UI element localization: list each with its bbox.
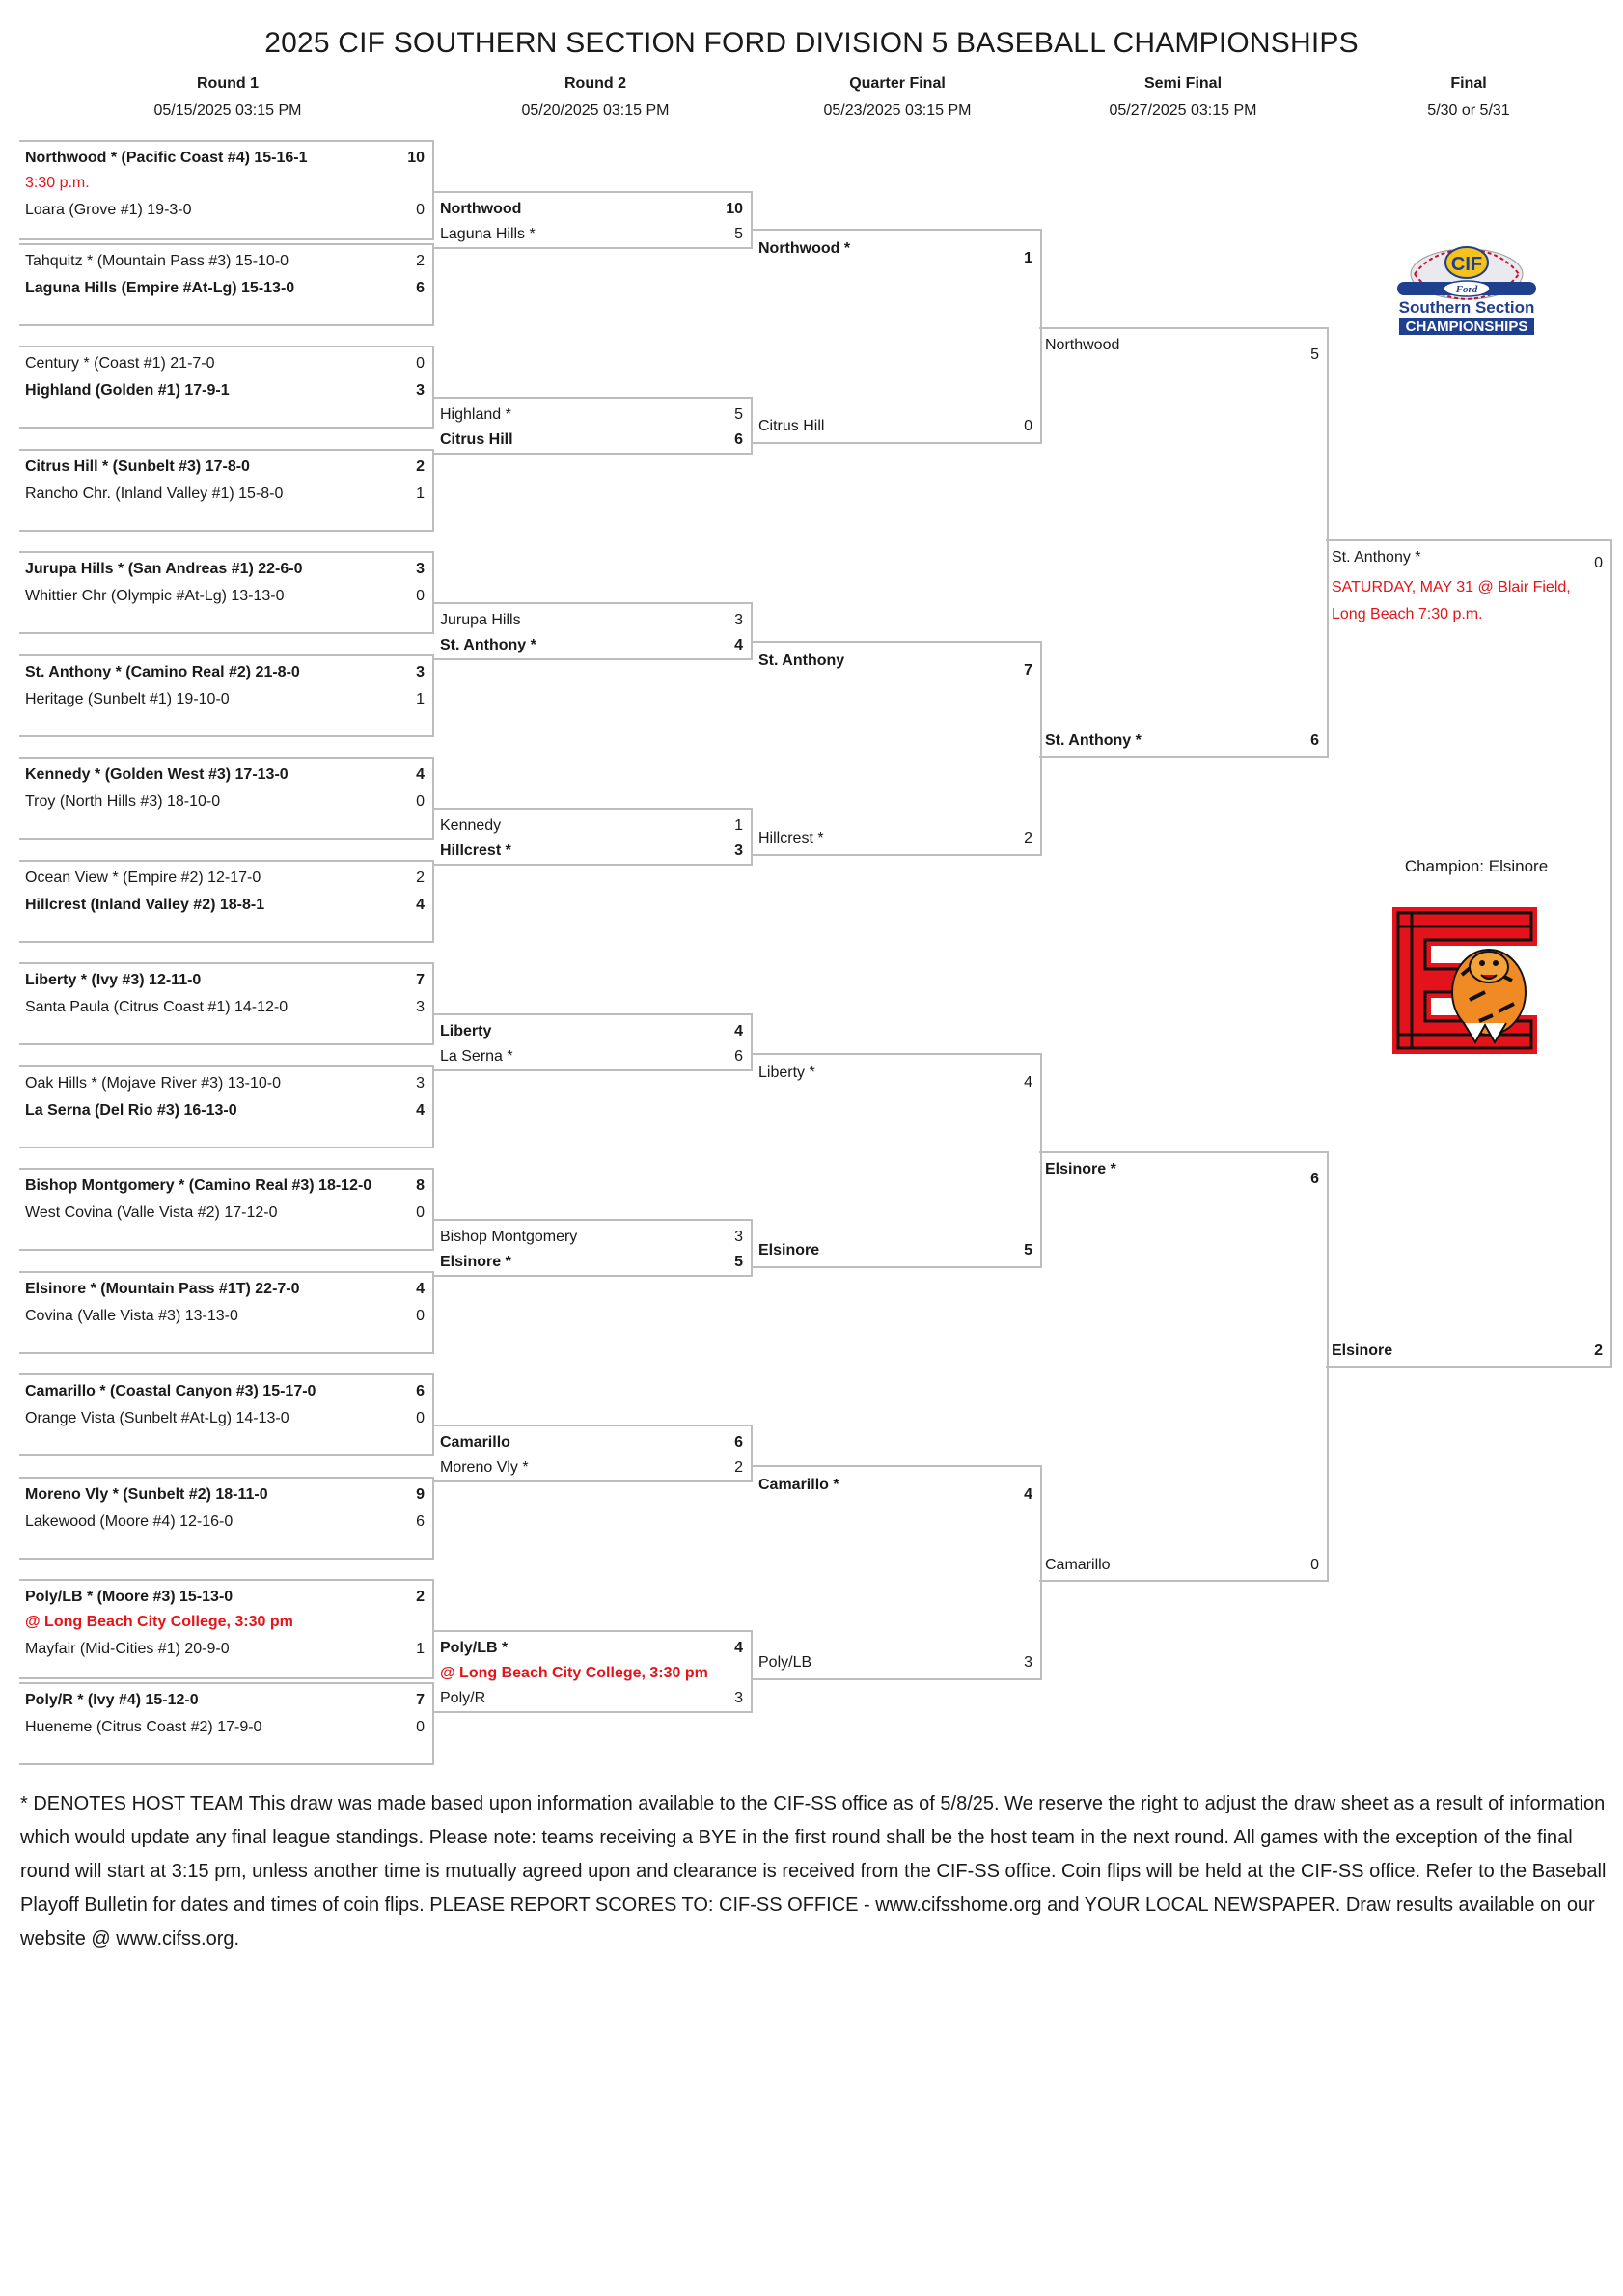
round-header-4: Semi Final xyxy=(1143,75,1223,92)
team-score: 6 xyxy=(416,280,425,296)
team-row[interactable] xyxy=(25,968,425,993)
team-row[interactable] xyxy=(440,1636,743,1661)
round-date-4: 05/27/2025 03:15 PM xyxy=(1109,102,1257,119)
team-name: Troy (North Hills #3) 18-10-0 xyxy=(25,793,221,810)
round1-game-2 xyxy=(19,243,434,326)
team-score: 6 xyxy=(734,1434,743,1451)
team-row[interactable] xyxy=(440,222,743,247)
team-name: Northwood xyxy=(1045,337,1120,353)
team-row[interactable] xyxy=(758,1650,1032,1675)
team-score: 3 xyxy=(734,1690,743,1706)
team-score: 0 xyxy=(1024,418,1032,434)
team-name: Poly/R * (Ivy #4) 15-12-0 xyxy=(25,1692,199,1708)
team-score: 1 xyxy=(416,691,425,707)
team-score: 0 xyxy=(416,1410,425,1426)
team-row[interactable] xyxy=(25,660,425,685)
round1-game-7 xyxy=(19,757,434,840)
team-score: 4 xyxy=(734,1023,743,1039)
round2-game-2 xyxy=(434,397,753,455)
elsinore-tiger-logo xyxy=(1392,907,1539,1054)
team-name: Whittier Chr (Olympic #At-Lg) 13-13-0 xyxy=(25,588,285,604)
cif-championships-logo xyxy=(1393,241,1540,338)
team-name: Covina (Valle Vista #3) 13-13-0 xyxy=(25,1308,238,1324)
round-date-2: 05/20/2025 03:15 PM xyxy=(521,102,670,119)
team-row[interactable] xyxy=(25,1509,425,1535)
team-row[interactable] xyxy=(1045,333,1319,363)
team-score: 0 xyxy=(1594,555,1603,571)
round1-game-12 xyxy=(19,1271,434,1354)
round1-game-13 xyxy=(19,1373,434,1456)
team-name: La Serna (Del Rio #3) 16-13-0 xyxy=(25,1102,237,1119)
team-score: 2 xyxy=(734,1459,743,1476)
team-name: Hueneme (Citrus Coast #2) 17-9-0 xyxy=(25,1719,262,1735)
team-score: 0 xyxy=(416,793,425,810)
team-score: 2 xyxy=(416,458,425,475)
round1-game-5 xyxy=(19,551,434,634)
team-name: Camarillo xyxy=(1045,1557,1111,1573)
team-name: Elsinore * (Mountain Pass #1T) 22-7-0 xyxy=(25,1281,300,1297)
team-row[interactable] xyxy=(758,826,1032,851)
team-name: Citrus Hill xyxy=(758,418,825,434)
team-row[interactable] xyxy=(440,1686,743,1711)
team-score: 1 xyxy=(416,485,425,502)
team-score: 3 xyxy=(416,561,425,577)
team-name: Loara (Grove #1) 19-3-0 xyxy=(25,202,192,218)
round1-game-10 xyxy=(19,1065,434,1148)
team-name: Liberty xyxy=(440,1023,492,1039)
team-name: Kennedy * (Golden West #3) 17-13-0 xyxy=(25,766,289,783)
team-name: Century * (Coast #1) 21-7-0 xyxy=(25,355,215,372)
team-score: 9 xyxy=(416,1486,425,1503)
round1-game-11 xyxy=(19,1168,434,1251)
team-name: Elsinore xyxy=(1332,1342,1393,1359)
team-score: 0 xyxy=(416,202,425,218)
final-game-note: SATURDAY, MAY 31 @ Blair Field, Long Beach 7:30 p.m. xyxy=(1332,579,1571,622)
team-name: Oak Hills * (Mojave River #3) 13-10-0 xyxy=(25,1075,281,1092)
round-header-3: Quarter Final xyxy=(849,75,946,92)
team-row[interactable] xyxy=(25,249,425,274)
team-row[interactable] xyxy=(440,814,743,839)
team-score: 6 xyxy=(734,1048,743,1065)
team-score: 7 xyxy=(1024,662,1032,678)
team-score: 5 xyxy=(1310,346,1319,363)
team-row[interactable] xyxy=(25,455,425,480)
team-row[interactable] xyxy=(25,1071,425,1096)
team-row[interactable] xyxy=(758,414,1032,439)
team-name: Heritage (Sunbelt #1) 19-10-0 xyxy=(25,691,230,707)
team-name: Camarillo xyxy=(440,1434,510,1451)
round-header-2: Round 2 xyxy=(564,75,626,92)
round1-game-1 xyxy=(19,140,434,240)
team-score: 0 xyxy=(416,588,425,604)
round1-game-6 xyxy=(19,654,434,737)
team-row[interactable] xyxy=(440,1044,743,1069)
team-name: St. Anthony xyxy=(758,652,845,669)
team-score: 7 xyxy=(416,972,425,988)
team-score: 5 xyxy=(734,406,743,423)
quarter-game-3 xyxy=(753,1053,1042,1268)
team-score: 3 xyxy=(734,1229,743,1245)
team-row[interactable] xyxy=(25,198,425,223)
round-date-3: 05/23/2025 03:15 PM xyxy=(823,102,972,119)
team-name: Laguna Hills * xyxy=(440,226,536,242)
team-score: 0 xyxy=(416,1204,425,1221)
logo-line1: Southern Section xyxy=(1398,298,1535,317)
round1-game-4 xyxy=(19,449,434,532)
team-name: La Serna * xyxy=(440,1048,513,1065)
team-name: Elsinore * xyxy=(440,1254,511,1270)
team-score: 3 xyxy=(1024,1654,1032,1671)
team-name: St. Anthony * xyxy=(440,637,536,653)
round1-game-14 xyxy=(19,1477,434,1560)
team-name: Jurupa Hills * (San Andreas #1) 22-6-0 xyxy=(25,561,303,577)
round2-game-6 xyxy=(434,1219,753,1277)
round1-game-8 xyxy=(19,860,434,943)
team-name: Poly/R xyxy=(440,1690,486,1706)
team-score: 6 xyxy=(734,431,743,448)
team-row[interactable] xyxy=(25,584,425,609)
team-row[interactable] xyxy=(25,1482,425,1508)
team-name: Moreno Vly * xyxy=(440,1459,529,1476)
round2-game-4 xyxy=(434,808,753,866)
team-row[interactable] xyxy=(758,649,1032,678)
team-row[interactable] xyxy=(758,236,1032,266)
team-row[interactable] xyxy=(25,1406,425,1431)
team-name: Hillcrest * xyxy=(440,843,511,859)
team-name: Elsinore xyxy=(758,1242,820,1259)
round-header-1: Round 1 xyxy=(197,75,259,92)
team-score: 2 xyxy=(416,1589,425,1605)
team-name: Lakewood (Moore #4) 12-16-0 xyxy=(25,1513,234,1530)
game-note-text: 3:30 p.m. xyxy=(25,175,90,191)
team-name: Northwood * (Pacific Coast #4) 15-16-1 xyxy=(25,150,308,166)
logo-ford-text: Ford xyxy=(1455,284,1478,295)
team-name: Bishop Montgomery * (Camino Real #3) 18-12-0 xyxy=(25,1177,372,1194)
team-score: 6 xyxy=(1310,733,1319,749)
team-name: Liberty * (Ivy #3) 12-11-0 xyxy=(25,972,202,988)
team-score: 3 xyxy=(416,1075,425,1092)
quarter-game-1 xyxy=(753,229,1042,444)
team-row[interactable] xyxy=(25,789,425,815)
round2-game-7 xyxy=(434,1425,753,1482)
team-score: 3 xyxy=(734,843,743,859)
team-score: 5 xyxy=(1024,1242,1032,1259)
team-row[interactable] xyxy=(25,866,425,891)
team-row[interactable] xyxy=(440,633,743,658)
team-score: 6 xyxy=(1310,1171,1319,1187)
team-row[interactable] xyxy=(758,1473,1032,1503)
team-row[interactable] xyxy=(440,1019,743,1044)
team-score: 7 xyxy=(416,1692,425,1708)
team-name: St. Anthony * xyxy=(1332,549,1421,566)
team-score: 2 xyxy=(416,870,425,886)
round-date-5: 5/30 or 5/31 xyxy=(1427,102,1510,119)
team-name: Poly/LB xyxy=(758,1654,812,1671)
game-note-text: @ Long Beach City College, 3:30 pm xyxy=(25,1614,293,1630)
team-row[interactable] xyxy=(440,608,743,633)
team-score: 8 xyxy=(416,1177,425,1194)
team-row[interactable] xyxy=(440,197,743,222)
team-score: 2 xyxy=(416,253,425,269)
team-row[interactable] xyxy=(1332,545,1603,570)
team-score: 4 xyxy=(416,897,425,913)
team-score: 1 xyxy=(1024,250,1032,266)
team-row[interactable] xyxy=(25,351,425,376)
quarter-game-4 xyxy=(753,1465,1042,1680)
team-row[interactable] xyxy=(25,1379,425,1404)
team-row[interactable] xyxy=(1045,1157,1319,1187)
team-row[interactable] xyxy=(1332,1339,1603,1364)
team-name: Hillcrest (Inland Valley #2) 18-8-1 xyxy=(25,897,265,913)
team-score: 1 xyxy=(416,1641,425,1657)
logo-line2: CHAMPIONSHIPS xyxy=(1405,318,1528,335)
round1-game-16 xyxy=(19,1682,434,1765)
team-row[interactable] xyxy=(25,1585,425,1610)
team-score: 10 xyxy=(407,150,425,166)
team-row[interactable] xyxy=(25,995,425,1020)
game-note xyxy=(440,1661,743,1686)
team-score: 1 xyxy=(734,817,743,834)
game-note-text: @ Long Beach City College, 3:30 pm xyxy=(440,1665,708,1681)
page-title: 2025 CIF SOUTHERN SECTION FORD DIVISION 5 BASEBALL CHAMPIONSHIPS xyxy=(264,27,1359,59)
team-score: 3 xyxy=(416,999,425,1015)
team-row[interactable] xyxy=(25,276,425,301)
team-name: Camarillo * xyxy=(758,1477,839,1493)
round1-game-3 xyxy=(19,346,434,429)
team-row[interactable] xyxy=(440,1430,743,1455)
team-name: Kennedy xyxy=(440,817,502,834)
team-score: 0 xyxy=(416,1719,425,1735)
team-name: Poly/LB * xyxy=(440,1640,509,1656)
team-name: Camarillo * (Coastal Canyon #3) 15-17-0 xyxy=(25,1383,316,1399)
team-name: Jurupa Hills xyxy=(440,612,521,628)
team-row[interactable] xyxy=(440,1225,743,1250)
team-name: Ocean View * (Empire #2) 12-17-0 xyxy=(25,870,261,886)
team-row[interactable] xyxy=(25,482,425,507)
team-row[interactable] xyxy=(25,1637,425,1662)
team-score: 4 xyxy=(734,637,743,653)
team-name: Santa Paula (Citrus Coast #1) 14-12-0 xyxy=(25,999,289,1015)
round2-game-1 xyxy=(434,191,753,249)
team-row[interactable] xyxy=(440,839,743,864)
team-name: Highland * xyxy=(440,406,511,423)
round-header-5: Final xyxy=(1450,75,1487,92)
round-date-1: 05/15/2025 03:15 PM xyxy=(153,102,302,119)
team-row[interactable] xyxy=(758,1061,1032,1091)
team-row[interactable] xyxy=(25,557,425,582)
team-row[interactable] xyxy=(25,1174,425,1199)
team-score: 4 xyxy=(416,1281,425,1297)
team-score: 6 xyxy=(416,1383,425,1399)
team-row[interactable] xyxy=(758,1238,1032,1263)
round2-game-3 xyxy=(434,602,753,660)
team-row[interactable] xyxy=(25,1688,425,1713)
team-row[interactable] xyxy=(440,428,743,453)
team-name: Liberty * xyxy=(758,1065,815,1081)
team-row[interactable] xyxy=(25,687,425,712)
team-score: 5 xyxy=(734,1254,743,1270)
team-name: Laguna Hills (Empire #At-Lg) 15-13-0 xyxy=(25,280,295,296)
team-score: 4 xyxy=(1024,1486,1032,1503)
team-name: Moreno Vly * (Sunbelt #2) 18-11-0 xyxy=(25,1486,268,1503)
team-score: 3 xyxy=(416,382,425,399)
team-name: Northwood xyxy=(440,201,522,217)
semi-game-2 xyxy=(1039,1151,1329,1582)
team-name: Poly/LB * (Moore #3) 15-13-0 xyxy=(25,1589,234,1605)
team-name: Hillcrest * xyxy=(758,830,824,846)
team-row[interactable] xyxy=(25,1304,425,1329)
team-name: West Covina (Valle Vista #2) 17-12-0 xyxy=(25,1204,278,1221)
team-name: Citrus Hill xyxy=(440,431,513,448)
team-name: Elsinore * xyxy=(1045,1161,1116,1177)
team-row[interactable] xyxy=(25,893,425,918)
team-name: Mayfair (Mid-Cities #1) 20-9-0 xyxy=(25,1641,230,1657)
team-row[interactable] xyxy=(1045,1553,1319,1578)
team-row[interactable] xyxy=(25,1715,425,1740)
team-name: Northwood * xyxy=(758,240,851,257)
semi-game-1 xyxy=(1039,327,1329,758)
round1-game-9 xyxy=(19,962,434,1045)
team-score: 0 xyxy=(416,355,425,372)
team-row[interactable] xyxy=(1045,729,1319,754)
round2-game-8 xyxy=(434,1630,753,1713)
team-score: 0 xyxy=(416,1308,425,1324)
team-row[interactable] xyxy=(25,378,425,403)
team-name: Orange Vista (Sunbelt #At-Lg) 14-13-0 xyxy=(25,1410,289,1426)
team-name: St. Anthony * (Camino Real #2) 21-8-0 xyxy=(25,664,300,680)
team-score: 3 xyxy=(734,612,743,628)
team-score: 10 xyxy=(726,201,743,217)
logo-cif-text: CIF xyxy=(1450,254,1483,275)
team-name: St. Anthony * xyxy=(1045,733,1142,749)
team-name: Tahquitz * (Mountain Pass #3) 15-10-0 xyxy=(25,253,289,269)
team-row[interactable] xyxy=(440,402,743,428)
team-row[interactable] xyxy=(25,146,425,171)
team-row[interactable] xyxy=(440,1455,743,1480)
round2-game-5 xyxy=(434,1013,753,1071)
team-name: Citrus Hill * (Sunbelt #3) 17-8-0 xyxy=(25,458,250,475)
team-score: 4 xyxy=(416,766,425,783)
team-score: 2 xyxy=(1594,1342,1603,1359)
team-name: Highland (Golden #1) 17-9-1 xyxy=(25,382,230,399)
team-row[interactable] xyxy=(25,1098,425,1123)
quarter-game-2 xyxy=(753,641,1042,856)
footer-note: * DENOTES HOST TEAM This draw was made based upon information available to the CIF-SS office as of 5/8/25. We reserve the right to adjust the draw sheet as a result of information which would update any final league standings. Please note: teams receiving a BYE in the first round shall be the host team in the next round. All games with the exception of the final round will start at 3:15 pm, unless another time is mutually agreed upon and clearance is received from the CIF-SS office. Coin flips will be held at the CIF-SS office. Refer to the Baseball Playoff Bulletin for dates and times of coin flips. PLEASE REPORT SCORES TO: CIF-SS OFFICE - www.cifsshome.org and YOUR LOCAL NEWSPAPER. Draw results available on our website @ www.cifss.org. xyxy=(20,1793,1607,1950)
game-note xyxy=(25,1610,425,1635)
team-row[interactable] xyxy=(440,1250,743,1275)
team-name: Rancho Chr. (Inland Valley #1) 15-8-0 xyxy=(25,485,284,502)
team-score: 4 xyxy=(416,1102,425,1119)
game-note xyxy=(25,171,425,196)
team-row[interactable] xyxy=(25,762,425,788)
round1-game-15 xyxy=(19,1579,434,1679)
team-score: 5 xyxy=(734,226,743,242)
champion-label: Champion: Elsinore xyxy=(1404,857,1549,875)
team-name: Bishop Montgomery xyxy=(440,1229,578,1245)
team-score: 4 xyxy=(734,1640,743,1656)
team-score: 2 xyxy=(1024,830,1032,846)
team-row[interactable] xyxy=(25,1277,425,1302)
team-score: 6 xyxy=(416,1513,425,1530)
team-score: 0 xyxy=(1310,1557,1319,1573)
team-row[interactable] xyxy=(25,1201,425,1226)
team-score: 4 xyxy=(1024,1074,1032,1091)
team-score: 3 xyxy=(416,664,425,680)
